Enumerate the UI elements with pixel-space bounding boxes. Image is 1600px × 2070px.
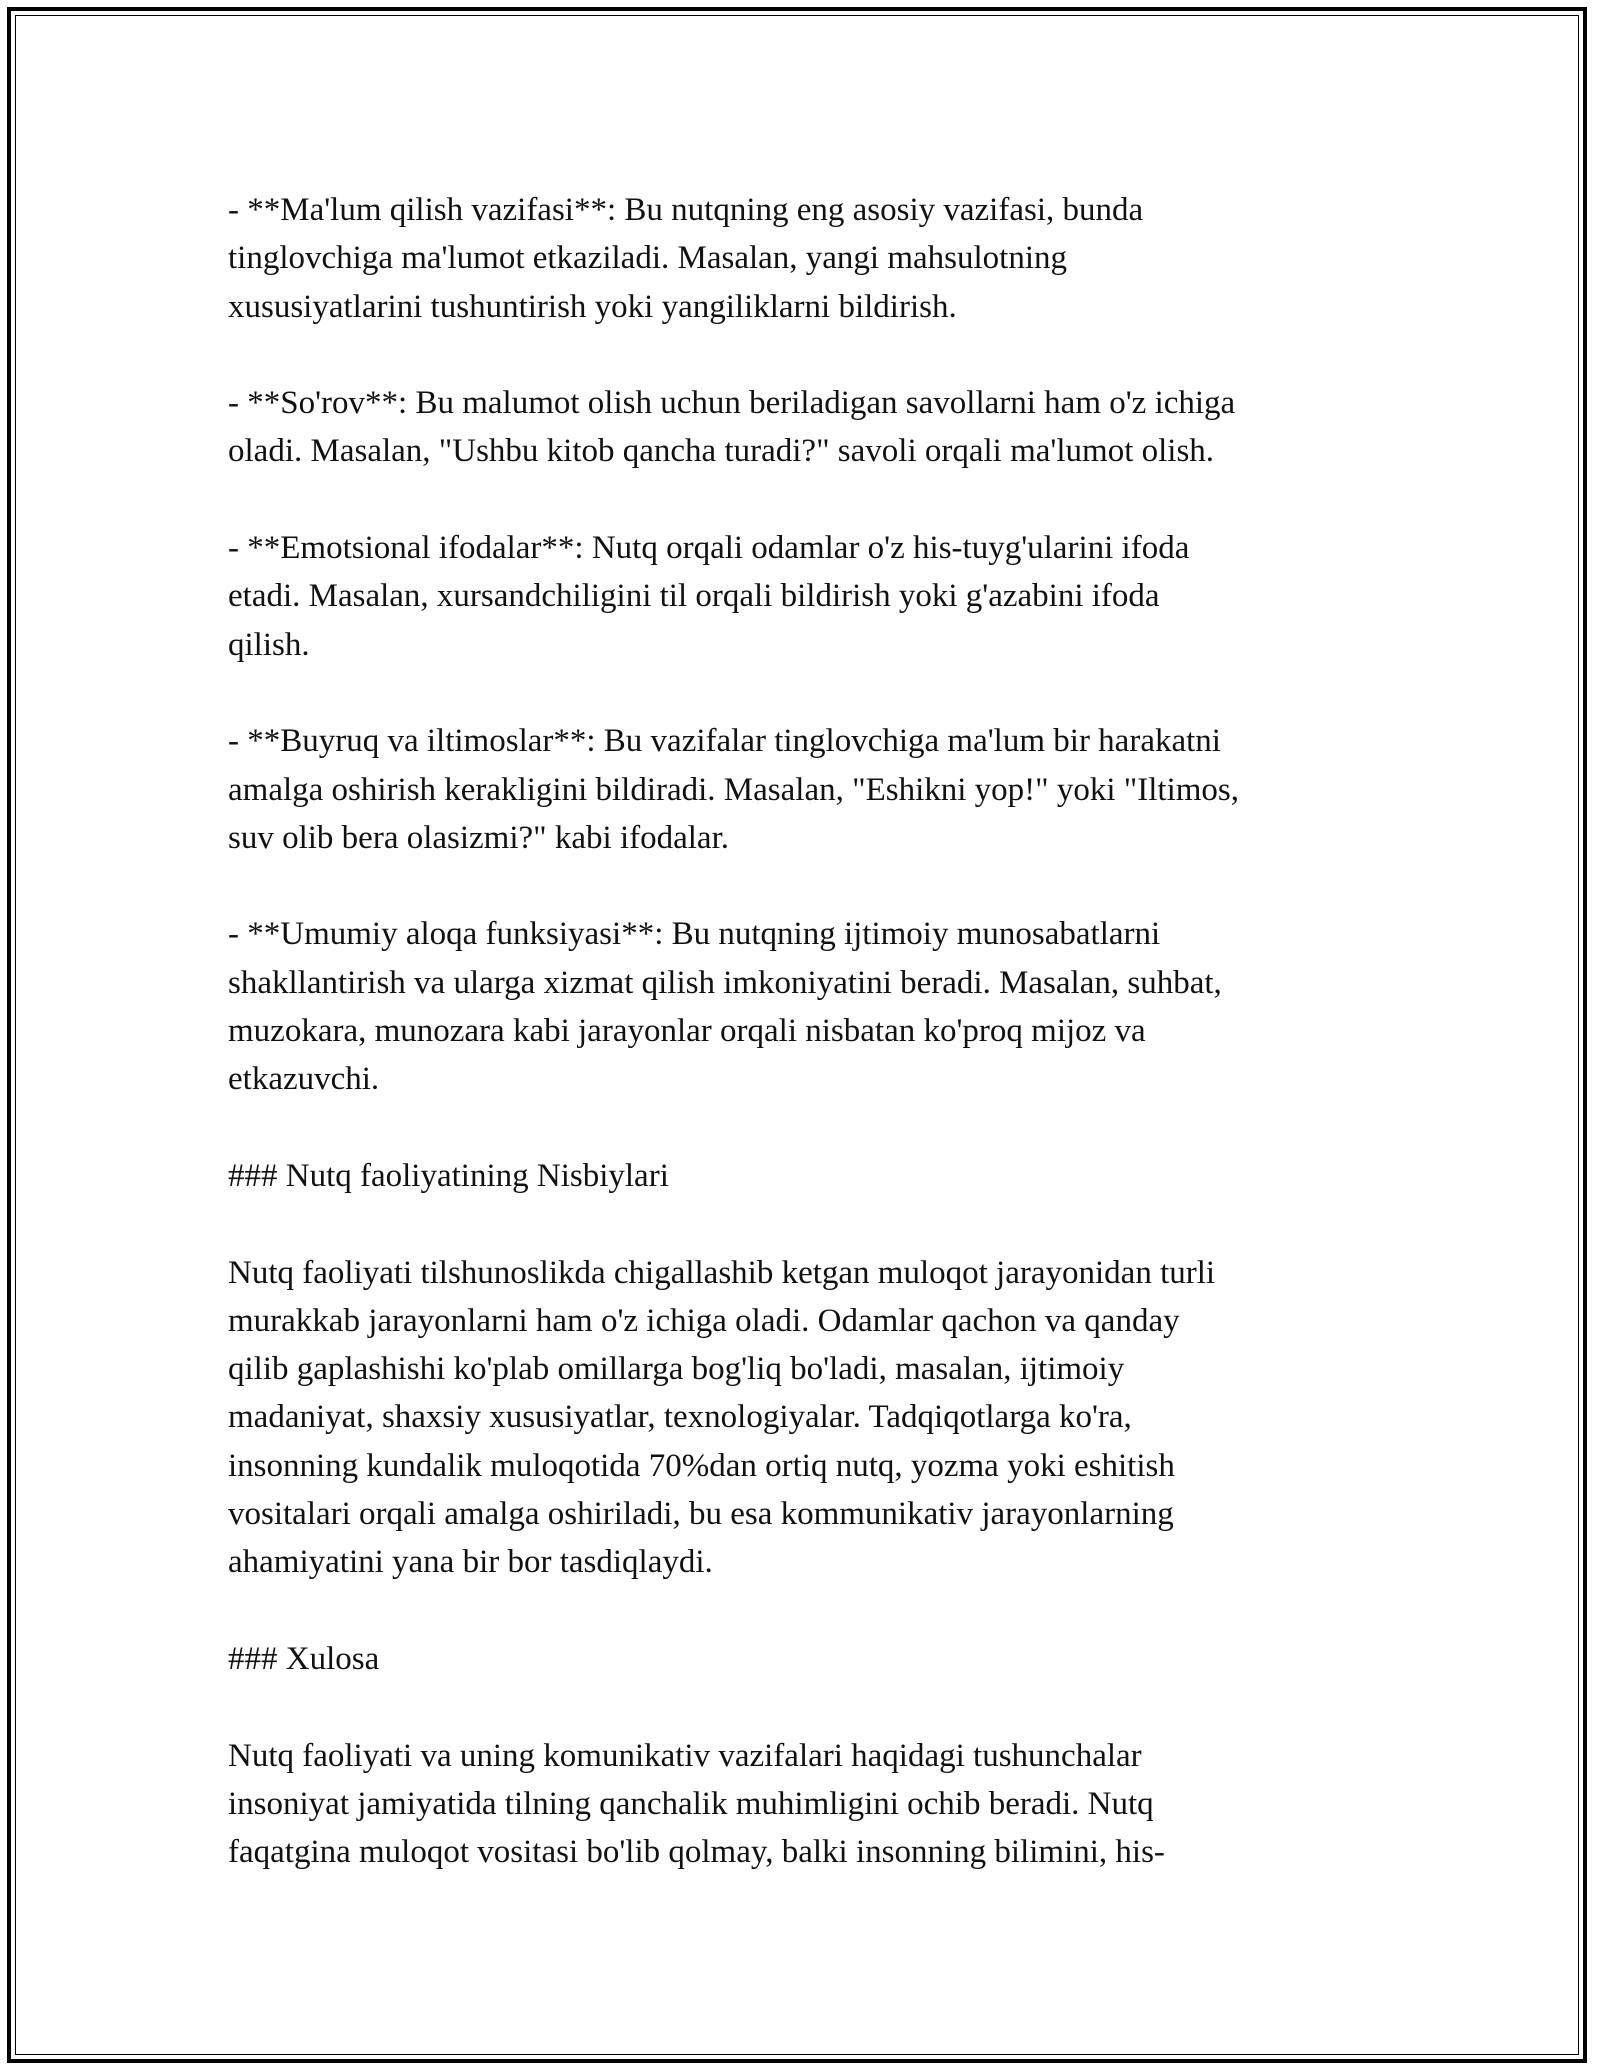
text-line: faqatgina muloqot vositasi bo'lib qolmay, balki insonning bilimini, his- [228, 1834, 1165, 1871]
text-line: insonning kundalik muloqotida 70%dan ortiq nutq, yozma yoki eshitish [228, 1447, 1175, 1484]
text-line: qilib gaplashishi ko'plab omillarga bog'liq bo'ladi, masalan, ijtimoiy [228, 1351, 1125, 1388]
text-line: tinglovchiga ma'lumot etkaziladi. Masalan, yangi mahsulotning [228, 240, 1068, 277]
text-line: muzokara, munozara kabi jarayonlar orqali nisbatan ko'proq mijoz va [228, 1013, 1146, 1050]
text-line: ### Nutq faoliyatining Nisbiylari [228, 1157, 669, 1194]
text-line: etadi. Masalan, xursandchiligini til orqali bildirish yoki g'azabini ifoda [228, 578, 1160, 615]
text-line: - **Buyruq va iltimoslar**: Bu vazifalar tinglovchiga ma'lum bir harakatni [228, 723, 1221, 760]
text-line: - **So'rov**: Bu malumot olish uchun beriladigan savollarni ham o'z ichiga [228, 385, 1236, 422]
text-line: xususiyatlarini tushuntirish yoki yangiliklarni bildirish. [228, 288, 957, 325]
text-line: qilish. [228, 626, 310, 663]
text-line: madaniyat, shaxsiy xususiyatlar, texnologiyalar. Tadqiqotlarga ko'ra, [228, 1399, 1132, 1436]
text-line: suv olib bera olasizmi?" kabi ifodalar. [228, 819, 729, 856]
list-item-sorov [228, 379, 1428, 476]
list-item-emotsional-ifodalar [228, 524, 1428, 669]
document-body [228, 186, 1428, 1925]
body-paragraph-xulosa [228, 1732, 1428, 1877]
text-line: oladi. Masalan, "Ushbu kitob qancha turadi?" savoli orqali ma'lumot olish. [228, 433, 1215, 470]
section-heading-nisbiylari [228, 1152, 1428, 1200]
text-line: murakkab jarayonlarni ham o'z ichiga oladi. Odamlar qachon va qanday [228, 1302, 1180, 1339]
text-line: shakllantirish va ularga xizmat qilish imkoniyatini beradi. Masalan, suhbat, [228, 964, 1222, 1001]
list-item-malum-qilish [228, 186, 1428, 331]
text-line: Nutq faoliyati va uning komunikativ vazifalari haqidagi tushunchalar [228, 1737, 1142, 1774]
text-line: Nutq faoliyati tilshunoslikda chigallashib ketgan muloqot jarayonidan turli [228, 1254, 1216, 1291]
text-line: ahamiyatini yana bir bor tasdiqlaydi. [228, 1544, 713, 1581]
body-paragraph-nutq-faoliyati [228, 1249, 1428, 1587]
list-item-umumiy-aloqa [228, 910, 1428, 1103]
text-line: vositalari orqali amalga oshiriladi, bu esa kommunikativ jarayonlarning [228, 1496, 1174, 1533]
text-line: amalga oshirish kerakligini bildiradi. Masalan, "Eshikni yop!" yoki "Iltimos, [228, 771, 1240, 808]
text-line: - **Emotsional ifodalar**: Nutq orqali odamlar o'z his-tuyg'ularini ifoda [228, 530, 1190, 567]
text-line: insoniyat jamiyatida tilning qanchalik muhimligini ochib beradi. Nutq [228, 1785, 1154, 1822]
text-line: ### Xulosa [228, 1640, 380, 1677]
text-line: - **Umumiy aloqa funksiyasi**: Bu nutqning ijtimoiy munosabatlarni [228, 916, 1161, 953]
list-item-buyruq-va-iltimoslar [228, 717, 1428, 862]
text-line: etkazuvchi. [228, 1061, 380, 1098]
section-heading-xulosa [228, 1635, 1428, 1683]
text-line: - **Ma'lum qilish vazifasi**: Bu nutqning eng asosiy vazifasi, bunda [228, 192, 1144, 228]
